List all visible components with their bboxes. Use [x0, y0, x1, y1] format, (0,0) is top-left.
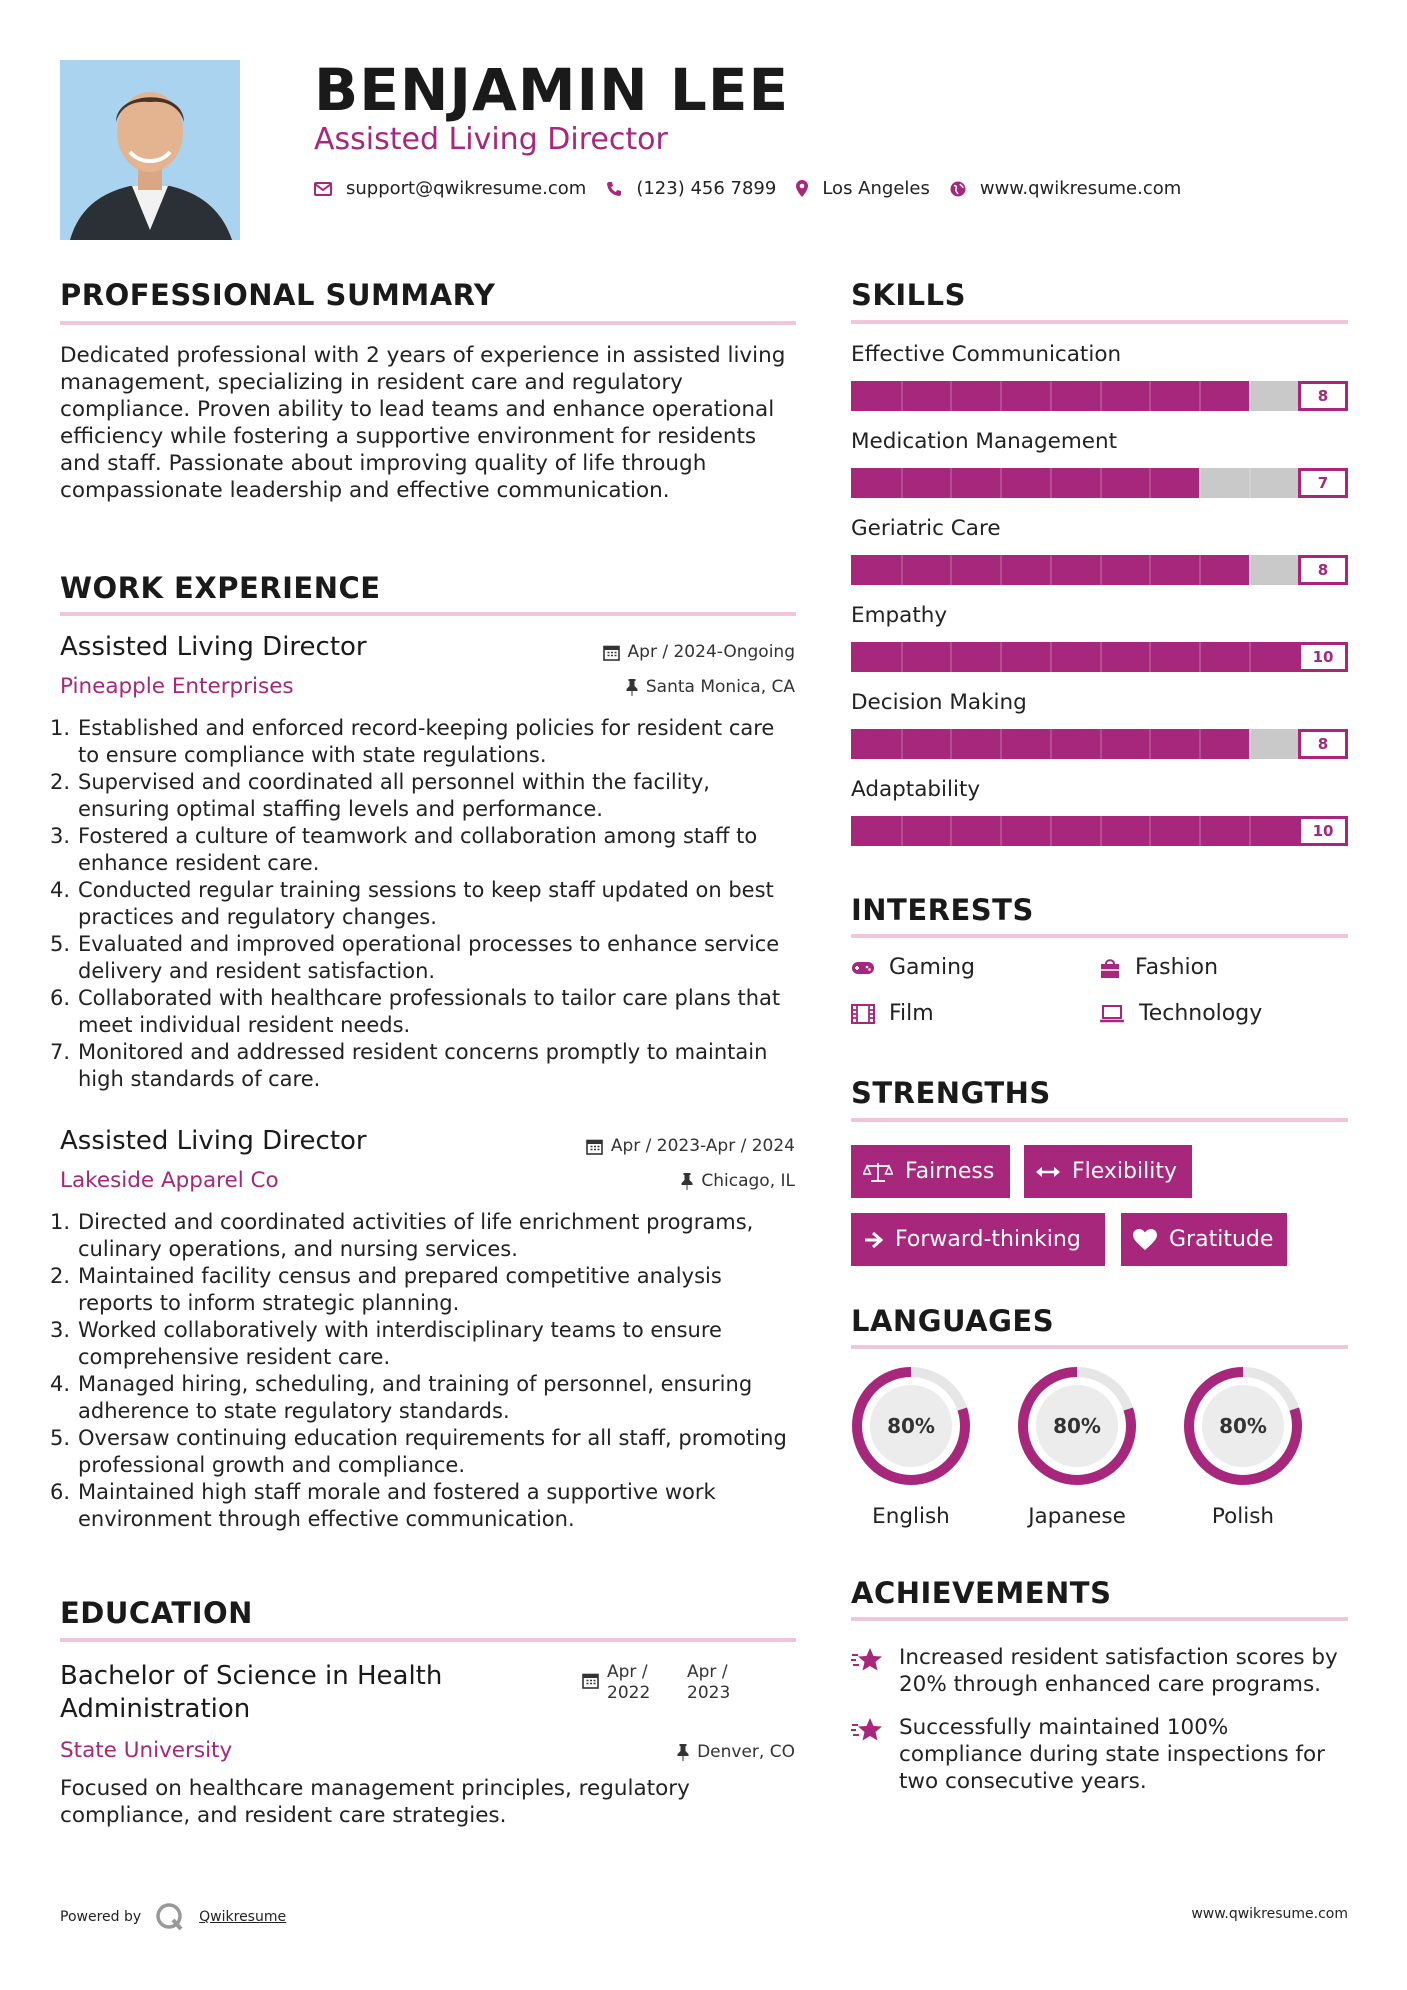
skill-item: [851, 777, 1348, 846]
skill-item: [851, 603, 1348, 672]
experience-heading: WORK EXPERIENCE: [60, 571, 381, 605]
website-text: www.qwikresume.com: [979, 178, 1182, 199]
pin-icon: [677, 1744, 689, 1761]
skill-level-badge: 8: [1298, 555, 1348, 585]
skill-bar-divider: [1149, 555, 1151, 585]
candidate-name: BENJAMIN LEE: [314, 56, 790, 124]
map-marker-icon: [796, 180, 808, 197]
skill-bar-divider: [1000, 729, 1002, 759]
skills-rule: [851, 320, 1348, 324]
skill-bar-divider: [950, 642, 952, 672]
skill-bar-divider: [1249, 468, 1251, 498]
skill-bar: [851, 642, 1348, 672]
laptop-icon: [1099, 1005, 1125, 1023]
skill-bar-divider: [950, 381, 952, 411]
job-bullets: [50, 715, 795, 1093]
footer-powered-by: Powered by Qwikresume: [60, 1902, 286, 1932]
phone-icon: [606, 181, 622, 197]
skill-bar-divider: [901, 729, 903, 759]
skills-heading: SKILLS: [851, 278, 966, 312]
skill-bar-divider: [950, 468, 952, 498]
pin-icon: [626, 679, 638, 696]
contact-phone[interactable]: [606, 178, 776, 199]
education-entry: [60, 1660, 795, 1829]
job-date: Apr / 2023-Apr / 2024: [586, 1136, 795, 1156]
contact-location: [796, 178, 930, 199]
interest-film: Film: [851, 1001, 934, 1026]
experience-rule: [60, 612, 796, 616]
skill-bar-divider: [1050, 729, 1052, 759]
skill-bar-divider: [1100, 642, 1102, 672]
skill-bar-divider: [901, 381, 903, 411]
company-name: Lakeside Apparel Co: [60, 1168, 279, 1193]
skill-bar-divider: [901, 468, 903, 498]
email-text: support@qwikresume.com: [346, 178, 587, 199]
globe-icon: [950, 181, 966, 197]
achievements-rule: [851, 1617, 1348, 1621]
skill-bar-divider: [1199, 555, 1201, 585]
skill-bar: [851, 729, 1348, 759]
skill-bar-divider: [1050, 816, 1052, 846]
languages-heading: LANGUAGES: [851, 1304, 1055, 1338]
skill-bar: [851, 468, 1348, 498]
language-percent: 80%: [887, 1414, 935, 1438]
languages-rule: [851, 1345, 1348, 1349]
school-name: State University: [60, 1738, 233, 1763]
footer-website-link[interactable]: www.qwikresume.com: [1191, 1906, 1348, 1922]
job-location: Chicago, IL: [681, 1171, 795, 1191]
skill-bar-divider: [1199, 381, 1201, 411]
job-bullets: [50, 1209, 795, 1533]
arrows-horizontal-icon: [1036, 1165, 1060, 1179]
skill-bar: [851, 816, 1348, 846]
skill-bar-divider: [1050, 381, 1052, 411]
strength-forward-thinking: Forward-thinking: [851, 1213, 1105, 1266]
job-location: Santa Monica, CA: [626, 677, 795, 697]
education-description: Focused on healthcare management principles, regulatory compliance, and resident care strategies.: [60, 1776, 690, 1828]
language-percent: 80%: [1053, 1414, 1101, 1438]
list-item: 5. Evaluated and improved operational processes to enhance service delivery and resident satisfaction.: [50, 932, 780, 983]
education-start: Apr / 2022: [607, 1662, 651, 1703]
skill-bar-divider: [1149, 816, 1151, 846]
summary-heading: PROFESSIONAL SUMMARY: [60, 278, 496, 312]
job-title: Assisted Living Director: [60, 1126, 367, 1156]
skill-label: Empathy: [851, 603, 948, 628]
strength-flexibility: Flexibility: [1024, 1145, 1192, 1198]
skill-label: Medication Management: [851, 429, 1118, 454]
qwikresume-logo-icon: [155, 1902, 185, 1932]
list-item: 2. Maintained facility census and prepared competitive analysis reports to inform strategic planning.: [50, 1264, 722, 1315]
skill-bar-divider: [1000, 468, 1002, 498]
education-end: Apr / 2023: [687, 1662, 731, 1703]
star-badge-icon: [851, 1646, 885, 1674]
summary-text: Dedicated professional with 2 years of experience in assisted living management, specializing in resident care and regulatory compliance. Proven ability to lead teams and enhance operational efficiency while fostering a supportive environment for residents and staff. Passionate about improving quality of life through compassionate leadership and effective communication.: [60, 343, 786, 503]
skill-level-badge: 8: [1298, 381, 1348, 411]
contact-email[interactable]: [314, 178, 586, 199]
skill-bar-divider: [901, 642, 903, 672]
language-name: Japanese: [1028, 1504, 1126, 1529]
language-item: [1015, 1364, 1139, 1529]
skill-bar-divider: [1199, 729, 1201, 759]
list-item: 1. Established and enforced record-keeping policies for resident care to ensure compliance with state regulations.: [50, 716, 775, 767]
skill-bar-divider: [1100, 816, 1102, 846]
skill-bar-divider: [1249, 555, 1251, 585]
skill-label: Geriatric Care: [851, 516, 1001, 541]
skill-bar-divider: [1100, 555, 1102, 585]
language-name: Polish: [1211, 1504, 1275, 1529]
profile-photo: [60, 60, 240, 240]
skill-bar-divider: [1050, 642, 1052, 672]
calendar-icon: [582, 1672, 599, 1689]
job-entry-2: [50, 1126, 795, 1533]
achievement-item: Successfully maintained 100% compliance during state inspections for two consecutive years.: [851, 1714, 1351, 1795]
interests-heading: INTERESTS: [851, 893, 1034, 927]
skill-bar-divider: [1199, 642, 1201, 672]
skill-bar-divider: [1050, 468, 1052, 498]
skill-bar-divider: [1100, 468, 1102, 498]
education-rule: [60, 1638, 796, 1642]
skill-bar-divider: [1000, 555, 1002, 585]
company-name: Pineapple Enterprises: [60, 674, 294, 699]
degree-title: Bachelor of Science in Health Administration: [60, 1661, 443, 1724]
skill-bar-divider: [1249, 816, 1251, 846]
skill-level-badge: 10: [1298, 816, 1348, 846]
balance-scale-icon: [863, 1161, 893, 1183]
skill-bar-divider: [1249, 642, 1251, 672]
strength-gratitude: Gratitude: [1121, 1213, 1287, 1266]
calendar-icon: [586, 1138, 603, 1155]
calendar-icon: [603, 644, 620, 661]
skill-bar-fill: [851, 468, 1199, 498]
skill-bar-divider: [1149, 381, 1151, 411]
list-item: 3. Worked collaboratively with interdisciplinary teams to ensure comprehensive resident care.: [50, 1318, 722, 1369]
interest-fashion: Fashion: [1099, 955, 1218, 980]
strength-fairness: Fairness: [851, 1145, 1010, 1198]
achievement-item: Increased resident satisfaction scores by 20% through enhanced care programs.: [851, 1644, 1351, 1698]
skill-bar-divider: [950, 729, 952, 759]
achievements-heading: ACHIEVEMENTS: [851, 1576, 1112, 1610]
language-name: English: [872, 1504, 950, 1529]
skill-bar-divider: [1249, 381, 1251, 411]
skill-bar-divider: [901, 816, 903, 846]
strengths-rule: [851, 1118, 1348, 1122]
list-item: 3. Fostered a culture of teamwork and collaboration among staff to enhance resident care.: [50, 824, 758, 875]
skill-bar-divider: [901, 555, 903, 585]
skill-bar-divider: [950, 816, 952, 846]
phone-text: (123) 456 7899: [636, 178, 777, 199]
skill-bar-divider: [1000, 816, 1002, 846]
skill-bar-divider: [950, 555, 952, 585]
language-percent: 80%: [1219, 1414, 1267, 1438]
heart-icon: [1133, 1229, 1157, 1250]
skill-bar-divider: [1050, 555, 1052, 585]
skill-bar-divider: [1100, 381, 1102, 411]
strengths-heading: STRENGTHS: [851, 1076, 1051, 1110]
skill-bar-divider: [1149, 642, 1151, 672]
shopping-bag-icon: [1099, 957, 1121, 979]
skill-label: Adaptability: [851, 777, 981, 802]
location-text: Los Angeles: [822, 178, 930, 199]
pin-icon: [681, 1173, 693, 1190]
gamepad-icon: [851, 960, 875, 976]
interests-rule: [851, 934, 1348, 938]
skill-bar-divider: [1199, 816, 1201, 846]
star-badge-icon: [851, 1716, 885, 1744]
education-heading: EDUCATION: [60, 1596, 253, 1630]
skill-level-badge: 8: [1298, 729, 1348, 759]
skill-bar-divider: [1000, 642, 1002, 672]
skill-level-badge: 7: [1298, 468, 1348, 498]
skill-bar-divider: [1000, 381, 1002, 411]
list-item: 6. Maintained high staff morale and fostered a supportive work environment through effective communication.: [50, 1480, 716, 1531]
skill-item: [851, 690, 1348, 759]
language-item: [1181, 1364, 1305, 1529]
education-dates: [582, 1662, 767, 1704]
interest-gaming: Gaming: [851, 955, 975, 980]
list-item: 6. Collaborated with healthcare professionals to tailor care plans that meet individual resident needs.: [50, 986, 781, 1037]
film-icon: [851, 1004, 875, 1024]
contact-website[interactable]: [950, 178, 1181, 199]
summary-rule: [60, 321, 796, 325]
skill-bar: [851, 555, 1348, 585]
education-location: Denver, CO: [677, 1742, 795, 1762]
skill-bar: [851, 381, 1348, 411]
list-item: 4. Conducted regular training sessions to keep staff updated on best practices and regulatory changes.: [50, 878, 774, 929]
skill-level-badge: 10: [1298, 642, 1348, 672]
job-title: Assisted Living Director: [60, 632, 367, 662]
skill-item: [851, 516, 1348, 585]
skill-bar-divider: [1100, 729, 1102, 759]
job-entry-1: [50, 632, 795, 1093]
list-item: 1. Directed and coordinated activities of life enrichment programs, culinary operations, and nursing services.: [50, 1210, 754, 1261]
skill-item: [851, 429, 1348, 498]
envelope-icon: [314, 182, 332, 196]
arrow-right-icon: [863, 1231, 883, 1249]
candidate-title: Assisted Living Director: [314, 122, 668, 157]
list-item: 7. Monitored and addressed resident concerns promptly to maintain high standards of care.: [50, 1040, 768, 1091]
skill-label: Effective Communication: [851, 342, 1122, 367]
interest-technology: Technology: [1099, 1001, 1262, 1026]
skill-item: [851, 342, 1348, 411]
language-item: [849, 1364, 973, 1529]
list-item: 2. Supervised and coordinated all personnel within the facility, ensuring optimal staffing levels and performance.: [50, 770, 710, 821]
skill-bar-divider: [1249, 729, 1251, 759]
skill-bar-divider: [1199, 468, 1201, 498]
contact-bar: [314, 178, 1201, 199]
skill-label: Decision Making: [851, 690, 1027, 715]
skill-bar-divider: [1149, 468, 1151, 498]
skill-bar-divider: [1149, 729, 1151, 759]
job-date: Apr / 2024-Ongoing: [603, 642, 795, 662]
footer-brand-link[interactable]: Qwikresume: [199, 1909, 287, 1925]
list-item: 4. Managed hiring, scheduling, and training of personnel, ensuring adherence to state regulatory standards.: [50, 1372, 753, 1423]
list-item: 5. Oversaw continuing education requirements for all staff, promoting professional growth and compliance.: [50, 1426, 787, 1477]
